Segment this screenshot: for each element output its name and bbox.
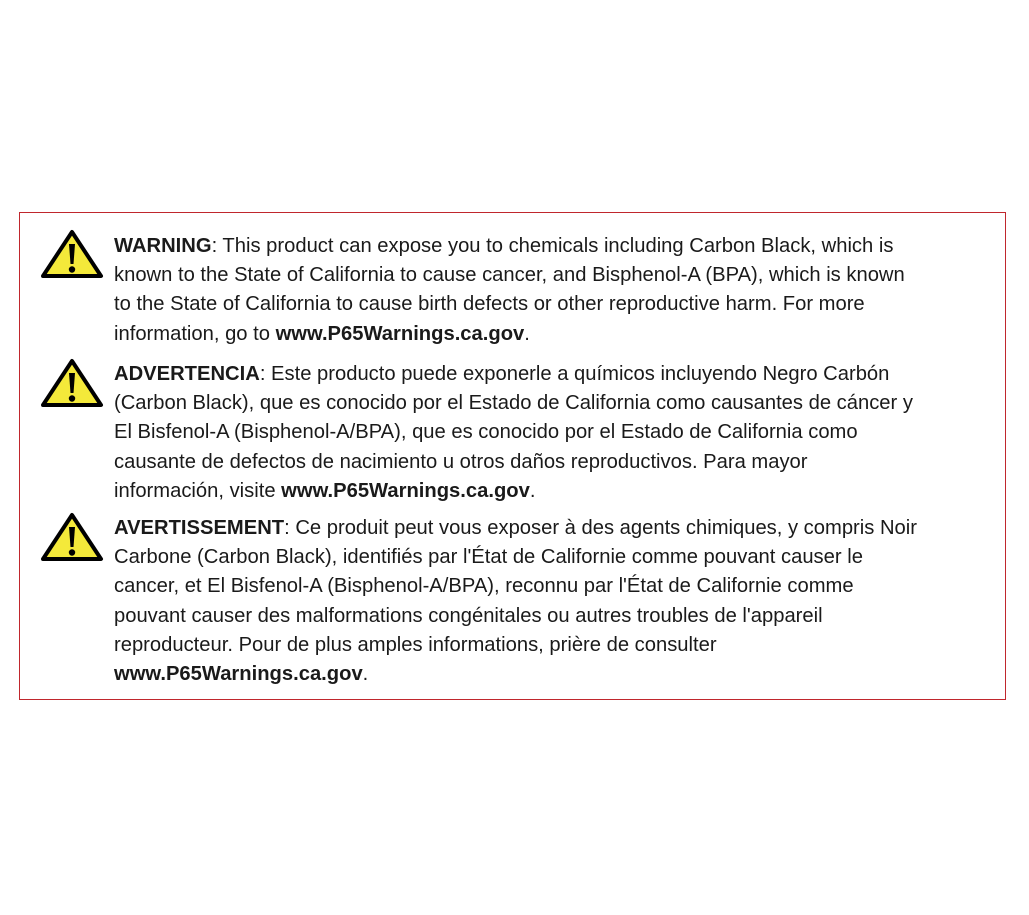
warning-text-spanish (114, 360, 986, 506)
warning-heading: AVERTISSEMENT (114, 517, 285, 539)
text-line: información, visite www.P65Warnings.ca.gov. (114, 479, 536, 502)
warning-heading: ADVERTENCIA (114, 363, 260, 385)
text-line: to the State of California to cause birth defects or other reproductive harm. For more (114, 293, 865, 316)
warning-triangle-icon (40, 358, 104, 408)
text-line: WARNING: This product can expose you to chemicals including Carbon Black, which is (114, 235, 894, 257)
text-line: Carbone (Carbon Black), identifiés par l'État de Californie comme pouvant causer le (114, 546, 863, 569)
warning-url: www.P65Warnings.ca.gov (114, 663, 363, 686)
warning-triangle-icon (40, 229, 104, 279)
text-line: pouvant causer des malformations congénitales ou autres troubles de l'appareil (114, 604, 823, 627)
warning-url: www.P65Warnings.ca.gov (281, 479, 530, 502)
text-line: ADVERTENCIA: Este producto puede exponerle a químicos incluyendo Negro Carbón (114, 363, 890, 385)
warning-text-french (114, 514, 986, 689)
warning-url: www.P65Warnings.ca.gov (275, 322, 525, 345)
text-line: AVERTISSEMENT: Ce produit peut vous exposer à des agents chimiques, y compris Noir (114, 517, 917, 539)
text-line: www.P65Warnings.ca.gov. (114, 663, 369, 686)
prop65-warning-label (19, 212, 1006, 700)
warning-heading: WARNING (114, 235, 212, 257)
text-line: information, go to www.P65Warnings.ca.gov. (114, 322, 530, 345)
warning-triangle-icon (40, 512, 104, 562)
text-line: (Carbon Black), que es conocido por el Estado de California como causantes de cáncer y (114, 392, 913, 415)
warning-text-english (114, 232, 986, 349)
text-line: cancer, et El Bisfenol-A (Bisphenol-A/BPA), reconnu par l'État de Californie comme (114, 575, 854, 598)
text-line: reproducteur. Pour de plus amples informations, prière de consulter (114, 633, 717, 656)
text-line: known to the State of California to cause cancer, and Bisphenol-A (BPA), which is known (114, 264, 905, 287)
text-line: causante de defectos de nacimiento u otros daños reproductivos. Para mayor (114, 450, 808, 473)
text-line: El Bisfenol-A (Bisphenol-A/BPA), que es conocido por el Estado de California como (114, 421, 858, 444)
